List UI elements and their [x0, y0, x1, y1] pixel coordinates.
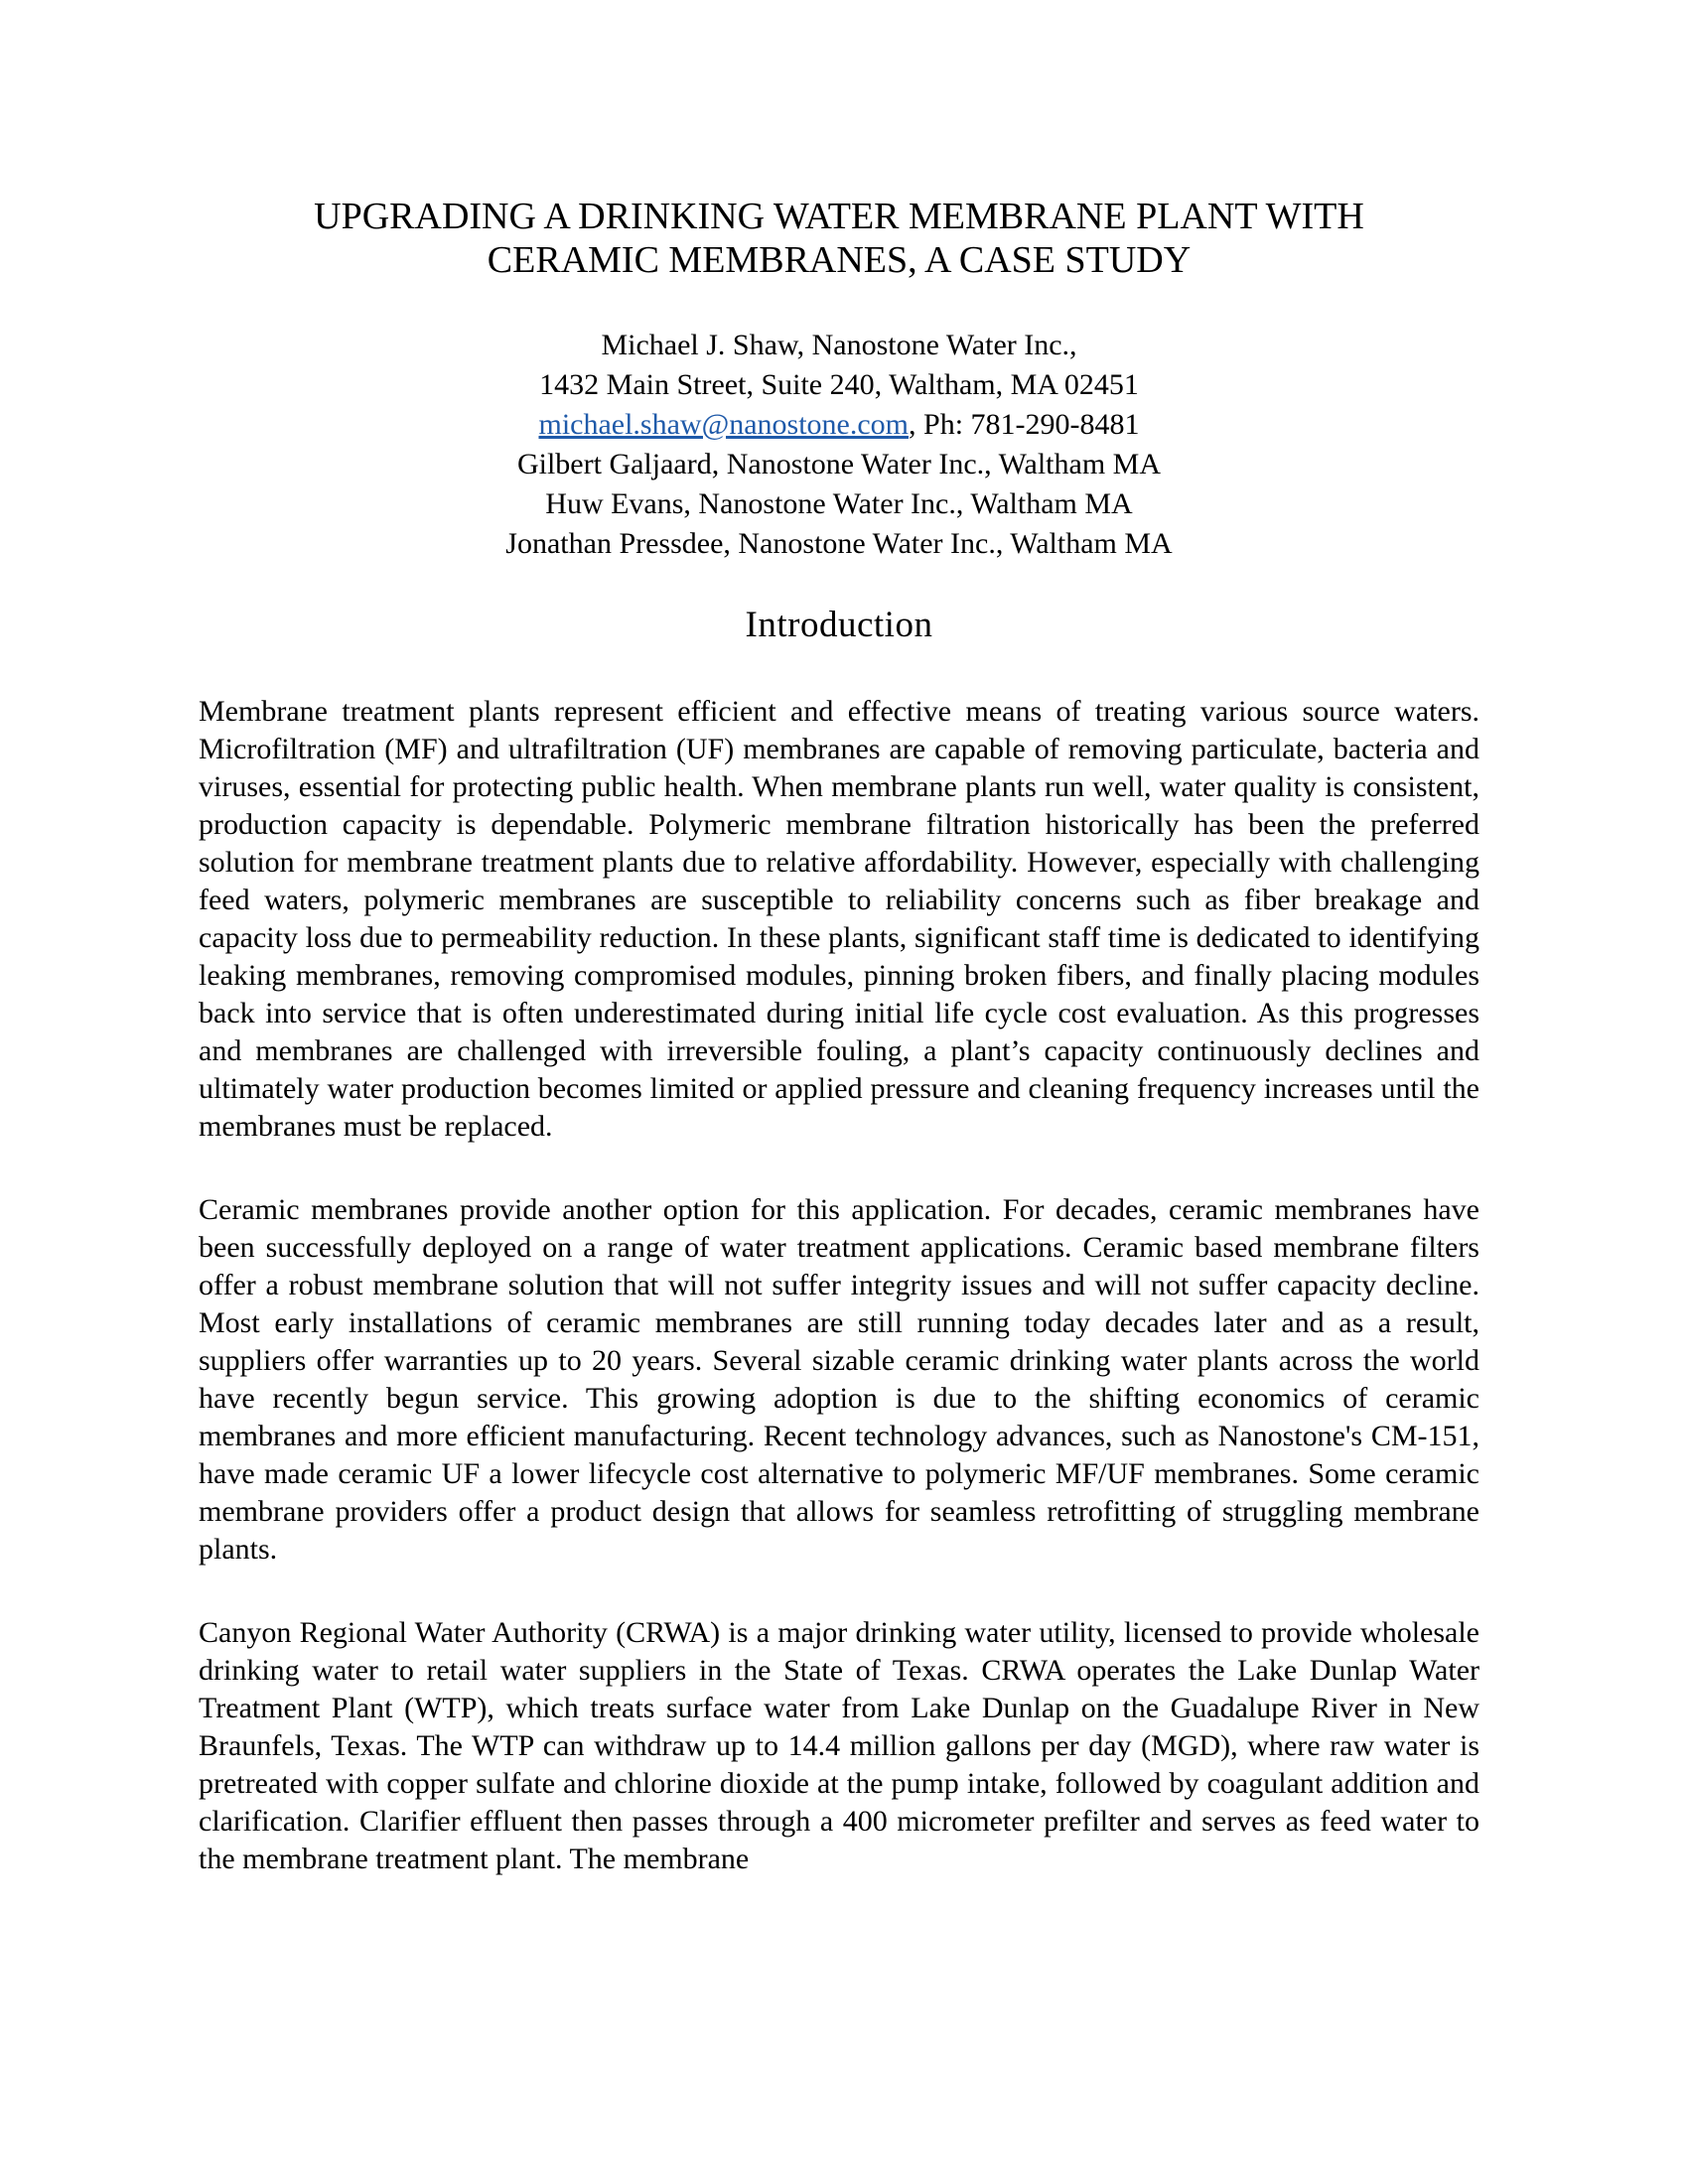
author-block — [199, 326, 1479, 564]
section-heading-introduction: Introduction — [745, 605, 933, 645]
text-column — [199, 0, 1479, 1878]
coauthor-line: Huw Evans, Nanostone Water Inc., Waltham MA — [545, 487, 1133, 520]
email-link[interactable]: michael.shaw@nanostone.com — [538, 408, 910, 441]
paragraph-crwa-plant: Canyon Regional Water Authority (CRWA) is a major drinking water utility, licensed to provide wholesale drinking water to retail water suppliers in the State of Texas. CRWA operates the Lake Dunlap Water Treatment Plant (WTP), which treats surface water from Lake Dunlap on the Guadalupe River in New Braunfels, Texas. The WTP can withdraw up to 14.4 million gallons per day (MGD), where raw water is pretreated with copper sulfate and chlorine dioxide at the pump intake, followed by coagulant addition and clarification. Clarifier effluent then passes through a 400 micrometer prefilter and serves as feed water to the membrane treatment plant. The membrane — [199, 1616, 1479, 1875]
author-address-line: 1432 Main Street, Suite 240, Waltham, MA 02451 — [539, 368, 1139, 401]
paper-title-line-1: UPGRADING A DRINKING WATER MEMBRANE PLANT WITH — [314, 196, 1364, 237]
paper-title-line-2: CERAMIC MEMBRANES, A CASE STUDY — [487, 239, 1192, 281]
paper-title — [199, 195, 1479, 282]
author-contact-line — [199, 405, 1479, 445]
paragraph-ceramic-membranes: Ceramic membranes provide another option for this application. For decades, ceramic membranes have been successfully deployed on a range of water treatment applications. Ceramic based membrane filters offer a robust membrane solution that will not suffer integrity issues and will not suffer capacity decline. Most early installations of ceramic membranes are still running today decades later and as a result, suppliers offer warranties up to 20 years. Several sizable ceramic drinking water plants across the world have recently begun service. This growing adoption is due to the shifting economics of ceramic membranes and more efficient manufacturing. Recent technology advances, such as Nanostone's CM-151, have made ceramic UF a lower lifecycle cost alternative to polymeric MF/UF membranes. Some ceramic membrane providers offer a product design that allows for seamless retrofitting of struggling membrane plants. — [199, 1193, 1479, 1566]
coauthor-line: Gilbert Galjaard, Nanostone Water Inc., Waltham MA — [516, 448, 1162, 480]
paragraph-membrane-plants: Membrane treatment plants represent efficient and effective means of treating various source waters. Microfiltration (MF) and ultrafiltration (UF) membranes are capable of removing particulate, bacteria and viruses, essential for protecting public health. When membrane plants run well, water quality is consistent, production capacity is dependable. Polymeric membrane filtration historically has been the preferred solution for membrane treatment plants due to relative affordability. However, especially with challenging feed waters, polymeric membranes are susceptible to reliability concerns such as fiber breakage and capacity loss due to permeability reduction. In these plants, significant staff time is dedicated to identifying leaking membranes, removing compromised modules, pinning broken fibers, and finally placing modules back into service that is often underestimated during initial life cycle cost evaluation. As this progresses and membranes are challenged with irreversible fouling, a plant’s capacity continuously declines and ultimately water production becomes limited or applied pressure and cleaning frequency increases until the membranes must be replaced. — [199, 695, 1479, 1143]
author-name-line: Michael J. Shaw, Nanostone Water Inc., — [601, 329, 1077, 361]
coauthor-line: Jonathan Pressdee, Nanostone Water Inc., Waltham MA — [505, 527, 1173, 560]
phone-text: , Ph: 781-290-8481 — [909, 408, 1140, 441]
